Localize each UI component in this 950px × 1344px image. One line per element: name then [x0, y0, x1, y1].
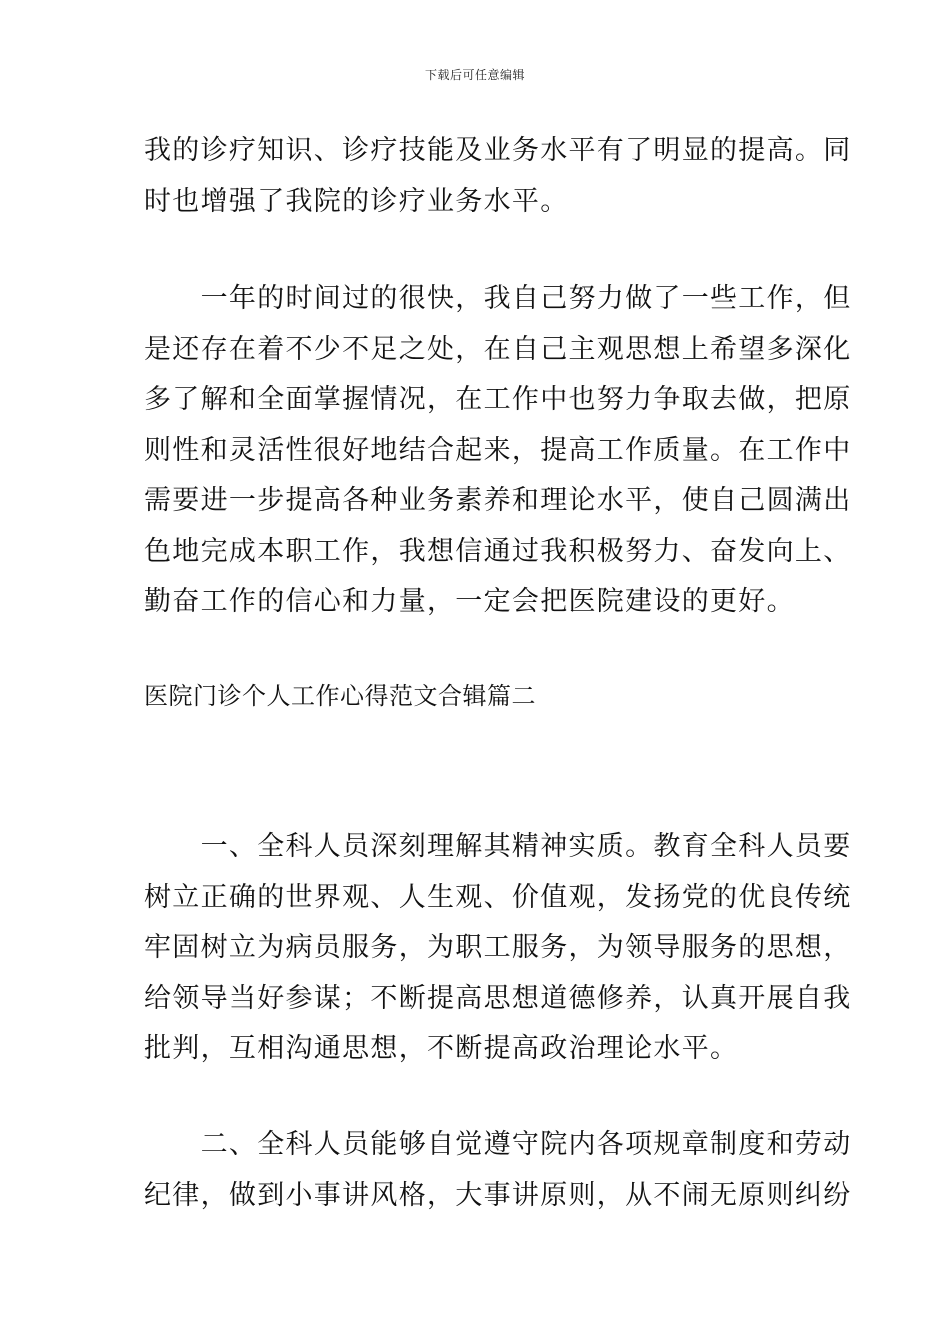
- paragraph-line: 需要进一步提高各种业务素养和理论水平，使自己圆满出: [144, 485, 852, 516]
- paragraph-line: 一、全科人员深刻理解其精神实质。教育全科人员要: [144, 831, 852, 862]
- paragraph-line: 牢固树立为病员服务，为职工服务，为领导服务的思想，: [144, 932, 852, 963]
- paragraph-line: 批判，互相沟通思想，不断提高政治理论水平。: [144, 1033, 739, 1064]
- paragraph-line: 色地完成本职工作，我想信通过我积极努力、奋发向上、: [144, 535, 852, 567]
- paragraph-2: [144, 274, 852, 628]
- paragraph-line: 给领导当好参谋；不断提高思想道德修养，认真开展自我: [144, 982, 852, 1014]
- paragraph-line: 我的诊疗知识、诊疗技能及业务水平有了明显的提高。同: [144, 135, 852, 166]
- section-paragraph-1: [144, 822, 852, 1075]
- section-heading: 医院门诊个人工作心得范文合辑篇二: [144, 682, 536, 710]
- paragraph-1: [144, 126, 852, 227]
- paragraph-line: 二、全科人员能够自觉遵守院内各项规章制度和劳动: [144, 1129, 852, 1160]
- paragraph-line: 树立正确的世界观、人生观、价值观，发扬党的优良传统: [144, 881, 852, 913]
- section-paragraph-2: [144, 1120, 852, 1221]
- paragraph-line: 是还存在着不少不足之处，在自己主观思想上希望多深化: [144, 333, 852, 365]
- paragraph-line: 则性和灵活性很好地结合起来，提高工作质量。在工作中: [144, 434, 852, 466]
- paragraph-line: 一年的时间过的很快，我自己努力做了一些工作，但: [144, 283, 852, 314]
- page-header-note: 下载后可任意编辑: [424, 68, 525, 82]
- paragraph-line: 多了解和全面掌握情况，在工作中也努力争取去做，把原: [144, 384, 852, 415]
- paragraph-line: 勤奋工作的信心和力量，一定会把医院建设的更好。: [144, 586, 795, 617]
- paragraph-line: 纪律，做到小事讲风格，大事讲原则，从不闹无原则纠纷: [144, 1179, 852, 1211]
- paragraph-line: 时也增强了我院的诊疗业务水平。: [144, 185, 569, 217]
